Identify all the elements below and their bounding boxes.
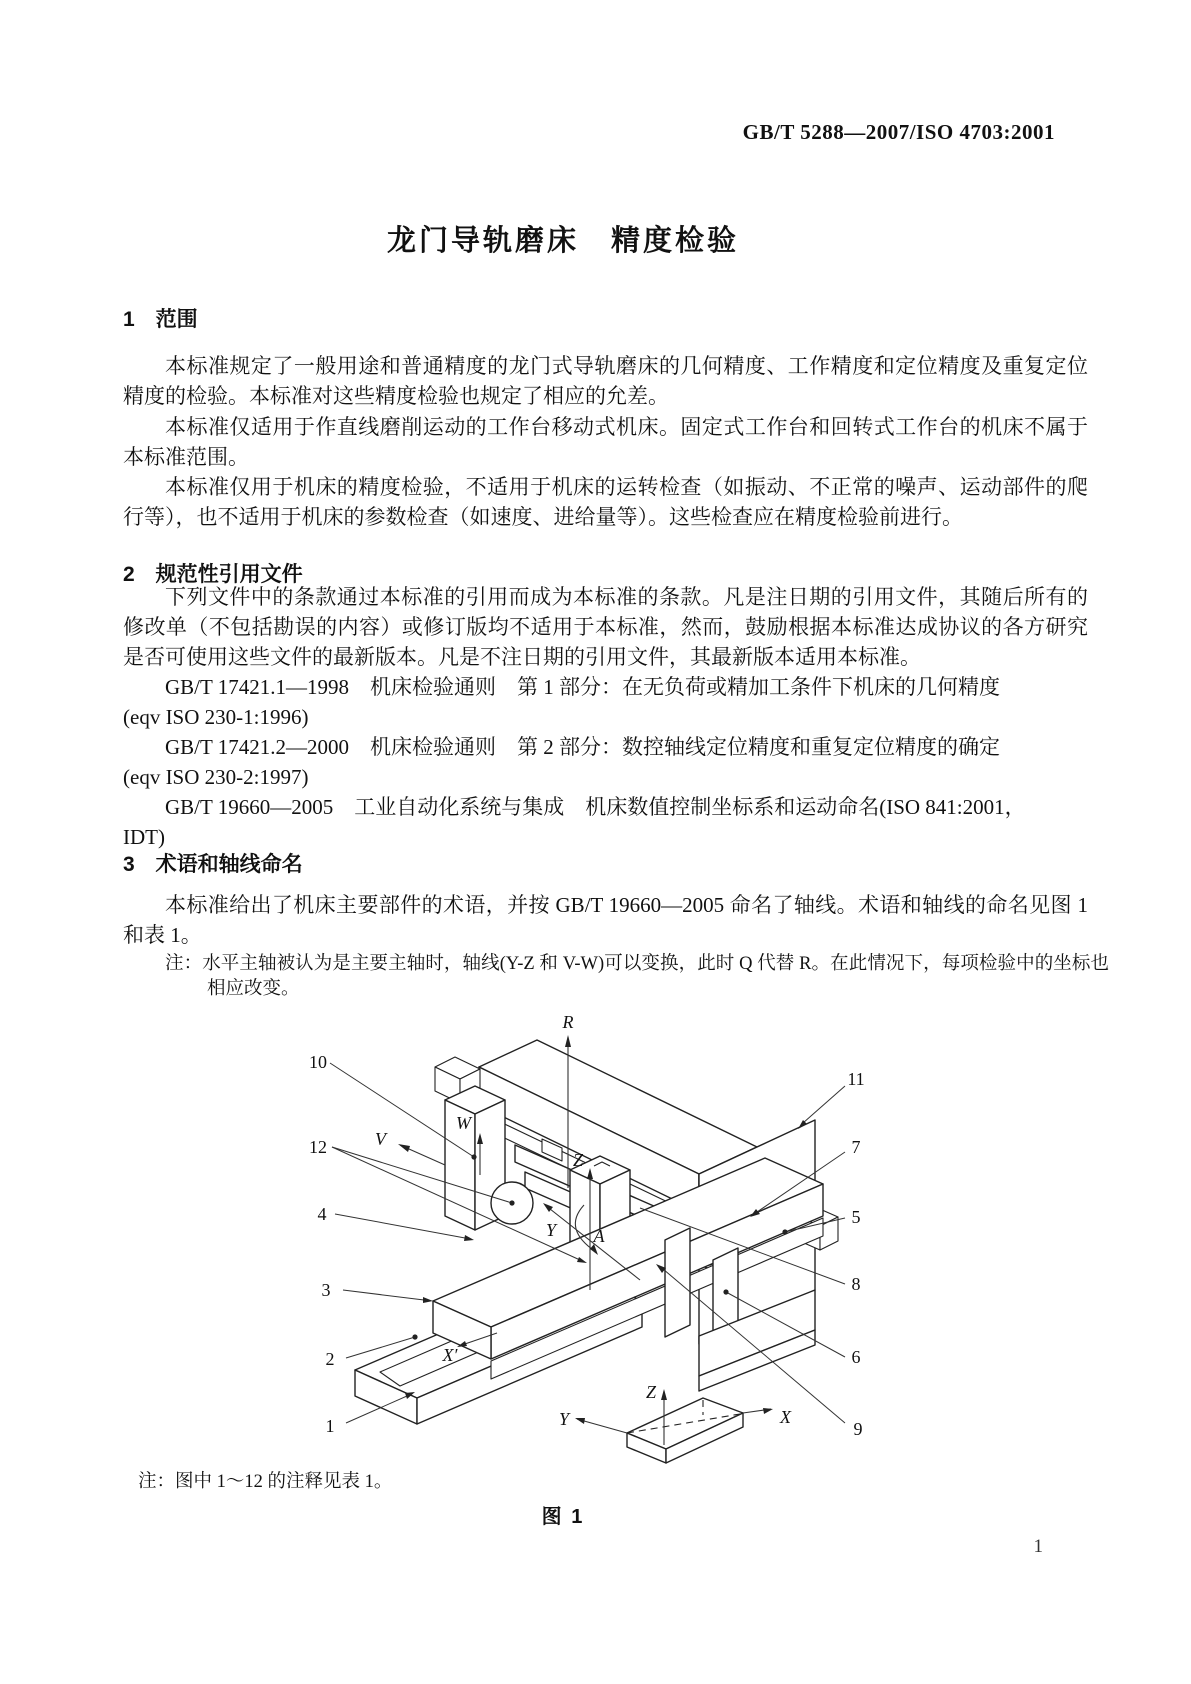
section-3-paragraph-1: 本标准给出了机床主要部件的术语，并按 GB/T 19660—2005 命名了轴线。术语和轴线的命名见图 1 和表 1。 xyxy=(123,893,1088,947)
workpiece-z-label: Z xyxy=(645,1382,656,1402)
section-1-paragraph-3: 本标准仅用于机床的精度检验，不适用于机床的运转检查（如振动、不正常的噪声、运动部件的爬行等），也不适用于机床的参数检查（如速度、进给量等）。这些检查应在精度检验前进行。 xyxy=(123,475,1088,529)
page-number: 1 xyxy=(1033,1536,1043,1557)
part-label-8: 8 xyxy=(851,1274,861,1294)
reference-item: GB/T 17421.1—1998 机床检验通则 第 1 部分：在无负荷或精加工条件下机床的几何精度 xyxy=(165,675,1000,699)
axis-label-r: R xyxy=(562,1012,574,1032)
part-label-9: 9 xyxy=(853,1419,863,1439)
part-label-11: 11 xyxy=(847,1069,865,1089)
workpiece-y-label: Y xyxy=(558,1409,569,1429)
part-label-6: 6 xyxy=(851,1347,861,1367)
reference-item: GB/T 19660—2005 工业自动化系统与集成 机床数值控制坐标系和运动命名(ISO 841:2001， xyxy=(165,795,1026,819)
section-2-body xyxy=(123,582,1088,852)
reference-item-continuation: IDT) xyxy=(123,825,165,849)
reference-item-continuation: (eqv ISO 230-1:1996) xyxy=(123,705,309,729)
part-label-3: 3 xyxy=(321,1280,331,1300)
section-2-heading: 2 规范性引用文件 xyxy=(123,563,303,586)
part-label-7: 7 xyxy=(851,1137,861,1157)
axis-label-y: Y xyxy=(545,1220,557,1240)
section-3-note: 注：水平主轴被认为是主要主轴时，轴线(Y-Z 和 V-W)可以变换，此时 Q 代替 R。在此情况下，每项检验中的坐标也相应改变。 xyxy=(165,954,1109,999)
workpiece-coordinate-key xyxy=(559,1382,792,1463)
section-2-intro: 下列文件中的条款通过本标准的引用而成为本标准的条款。凡是注日期的引用文件，其随后所有的修改单（不包括勘误的内容）或修订版均不适用于本标准，然而，鼓励根据本标准达成协议的各方研究是否可使用这些文件的最新版本。凡是不注日期的引用文件，其最新版本适用本标准。 xyxy=(123,585,1088,669)
axis-label-v: V xyxy=(375,1129,386,1149)
section-3-heading: 3 术语和轴线命名 xyxy=(123,853,303,876)
reference-item: GB/T 17421.2—2000 机床检验通则 第 2 部分：数控轴线定位精度和重复定位精度的确定 xyxy=(165,735,1000,759)
section-1-heading: 1 范围 xyxy=(123,308,198,331)
figure-note: 注：图中 1～12 的注释见表 1。 xyxy=(138,1472,393,1492)
axis-label-a: A xyxy=(593,1226,605,1246)
part-label-12: 12 xyxy=(309,1137,327,1157)
section-1-paragraph-2: 本标准仅适用于作直线磨削运动的工作台移动式机床。固定式工作台和回转式工作台的机床不属于本标准范围。 xyxy=(123,415,1088,469)
axis-label-x-prime: X′ xyxy=(442,1345,458,1365)
figure-1-drawing xyxy=(250,945,890,1475)
part-label-4: 4 xyxy=(317,1204,327,1224)
page-title: 龙门导轨磨床 精度检验 xyxy=(386,225,739,257)
standard-number-header: GB/T 5288—2007/ISO 4703:2001 xyxy=(742,120,1055,144)
part-label-2: 2 xyxy=(325,1349,335,1369)
figure-caption: 图 1 xyxy=(541,1506,585,1528)
part-label-10: 10 xyxy=(309,1052,327,1072)
workpiece-x-label: X xyxy=(780,1407,791,1427)
part-label-1: 1 xyxy=(325,1416,335,1436)
section-1-paragraph-1: 本标准规定了一般用途和普通精度的龙门式导轨磨床的几何精度、工作精度和定位精度及重复定位精度的检验。本标准对这些精度检验也规定了相应的允差。 xyxy=(123,354,1088,408)
reference-item-continuation: (eqv ISO 230-2:1997) xyxy=(123,765,309,789)
axis-label-z: Z xyxy=(572,1150,583,1170)
axis-label-w: W xyxy=(456,1113,471,1133)
part-label-5: 5 xyxy=(851,1207,861,1227)
